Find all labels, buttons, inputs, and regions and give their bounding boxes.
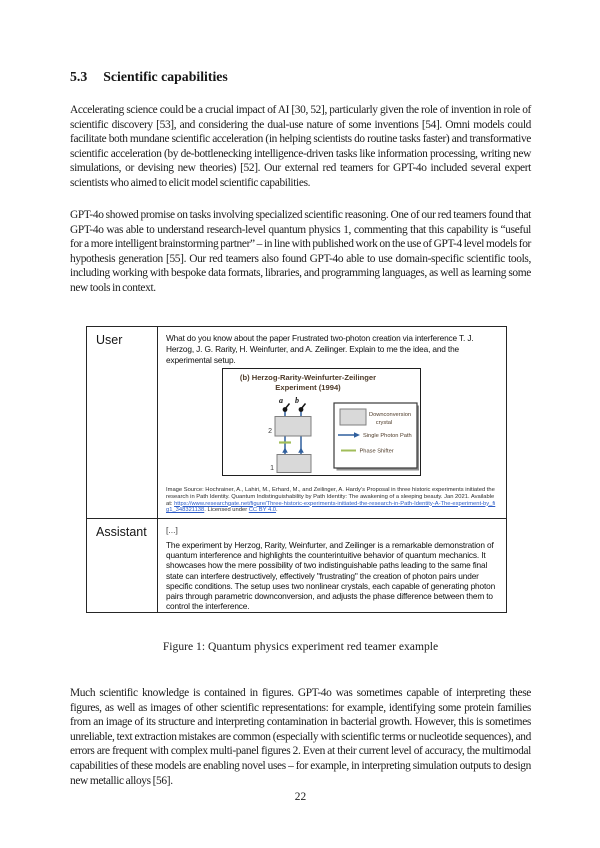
user-content-cell (158, 327, 506, 518)
legend-phase-shifter-label: Phase Shifter (359, 448, 394, 455)
path-a-arrow-icon (282, 448, 288, 453)
image-source-suffix: . (276, 507, 278, 514)
paragraph-3: Much scientific knowledge is contained in figures. GPT-4o was sometimes capable of interpreting these figures, as well as images of other scientific representations: for example, identifying some protein families from an image of its structure and interpreting contamination in bacterial growth. However, this is sometimes unreliable, text extraction mistakes are common (especially with scientific terms or nucleotide sequences), and errors are frequent with complex multi-panel figures 2. Even at their current level of accuracy, the multimodal capabilities of these models are enabling novel uses – for example, in interpreting simulation outputs to design new metallic alloys [56]. (70, 687, 531, 787)
crystal-1-label: 1 (270, 465, 274, 472)
user-row (87, 327, 506, 519)
diagram-title-line2: Experiment (1994) (275, 383, 341, 392)
assistant-message: The experiment by Herzog, Rarity, Weinfurter, and Zeilinger is a remarkable demonstration of quantum interference and highlights the counterintuitive behavior of quantum mechanics. It showcases how the mere possibility of two indistinguishable paths leading to the same final state can interfere destructively, effectively "frustrating" the creation of photon pairs under specific conditions. The setup uses two nonlinear crystals, each capable of generating photon pairs through parametric downconversion, and adjusts the phase difference between them to control the interference. (166, 540, 496, 612)
legend-crystal-swatch (340, 409, 366, 425)
image-source-middle-text: . Licensed under (204, 507, 249, 514)
detector-b-label: b (295, 396, 299, 405)
user-label: User (87, 327, 158, 518)
detector-b-icon (299, 407, 304, 412)
diagram-title-line1: (b) Herzog-Rarity-Weinfurter-Zeilinger (239, 373, 377, 382)
image-source-text: Image Source: Hochrainer, A., Lahiri, M., Erhard, M., and Zeilinger, A. Hardy’s Proposal in three historic experiments initiated the research in Path Identity. Quantum Indistinguishability by Path Identity: The awakening of a sleeping beauty. Jan 2021. Available at: (166, 487, 495, 507)
paragraph-2: GPT-4o showed promise on tasks involving specialized scientific reasoning. One of our red teamers found that GPT-4o was able to understand research-level quantum physics 1, commenting that this capability is “useful for a more intelligent brainstorming partner” – in line with published work on the use of GPT-4 level models for hypothesis generation [55]. Our red teamers also found GPT-4o able to use domain-specific scientific tools, including working with bespoke data formats, libraries, and programming languages, as well as learning some new tools in context. (70, 209, 531, 294)
legend-crystal-line1: Downconversion (369, 412, 412, 418)
crystal-1-rect (277, 455, 311, 473)
figure-1-chat-box (86, 326, 507, 613)
section-title: Scientific capabilities (103, 69, 228, 84)
paragraph-1: Accelerating science could be a crucial impact of AI [30, 52], particularly given the role of invention in role of scientific discovery [53], and considering the dual-use nature of some inventions [54]. Omni models could facilitate both mundane scientific acceleration (in helping scientists do routine tasks faster) and transformative scientific acceleration (by de-bottlenecking intelligence-driven tasks like information processing, writing new simulations, or devising new theories) [52]. Our external red teamers for GPT-4o included several expert scientists who aimed to elicit model scientific capabilities. (70, 104, 531, 189)
detector-a-label: a (279, 396, 283, 405)
figure-caption: Figure 1: Quantum physics experiment red teamer example (162, 640, 439, 653)
crystal-2-rect (275, 417, 311, 437)
legend-photon-path-label: Single Photon Path (363, 433, 412, 440)
assistant-ellipsis: [...] (166, 525, 178, 535)
path-b-arrow-icon (298, 448, 304, 453)
license-link[interactable]: CC BY 4.0 (248, 507, 277, 514)
legend-crystal-line2: crystal (375, 420, 393, 426)
experiment-diagram-svg (223, 369, 419, 474)
assistant-label: Assistant (87, 519, 158, 612)
section-number: 5.3 (70, 69, 88, 84)
image-source-note (166, 487, 497, 514)
experiment-diagram (222, 368, 421, 476)
image-source-link[interactable]: https://www.researchgate.net/figure/Three-historic-experiments-initiated-the-research-in-Path-Identity-A-The-experiment-by_fig1_348321138 (166, 500, 496, 514)
user-message: What do you know about the paper Frustrated two-photon creation via interference T. J. Herzog, J. G. Rarity, H. Weinfurter, and A. Zeilinger. Explain to me the idea, and the experimental setup. (166, 333, 474, 365)
crystal-2-label: 2 (268, 428, 272, 435)
section-heading (70, 69, 228, 85)
assistant-content-cell (158, 519, 506, 612)
page-number: 22 (294, 791, 307, 803)
assistant-row (87, 519, 506, 612)
detector-a-icon (283, 407, 288, 412)
